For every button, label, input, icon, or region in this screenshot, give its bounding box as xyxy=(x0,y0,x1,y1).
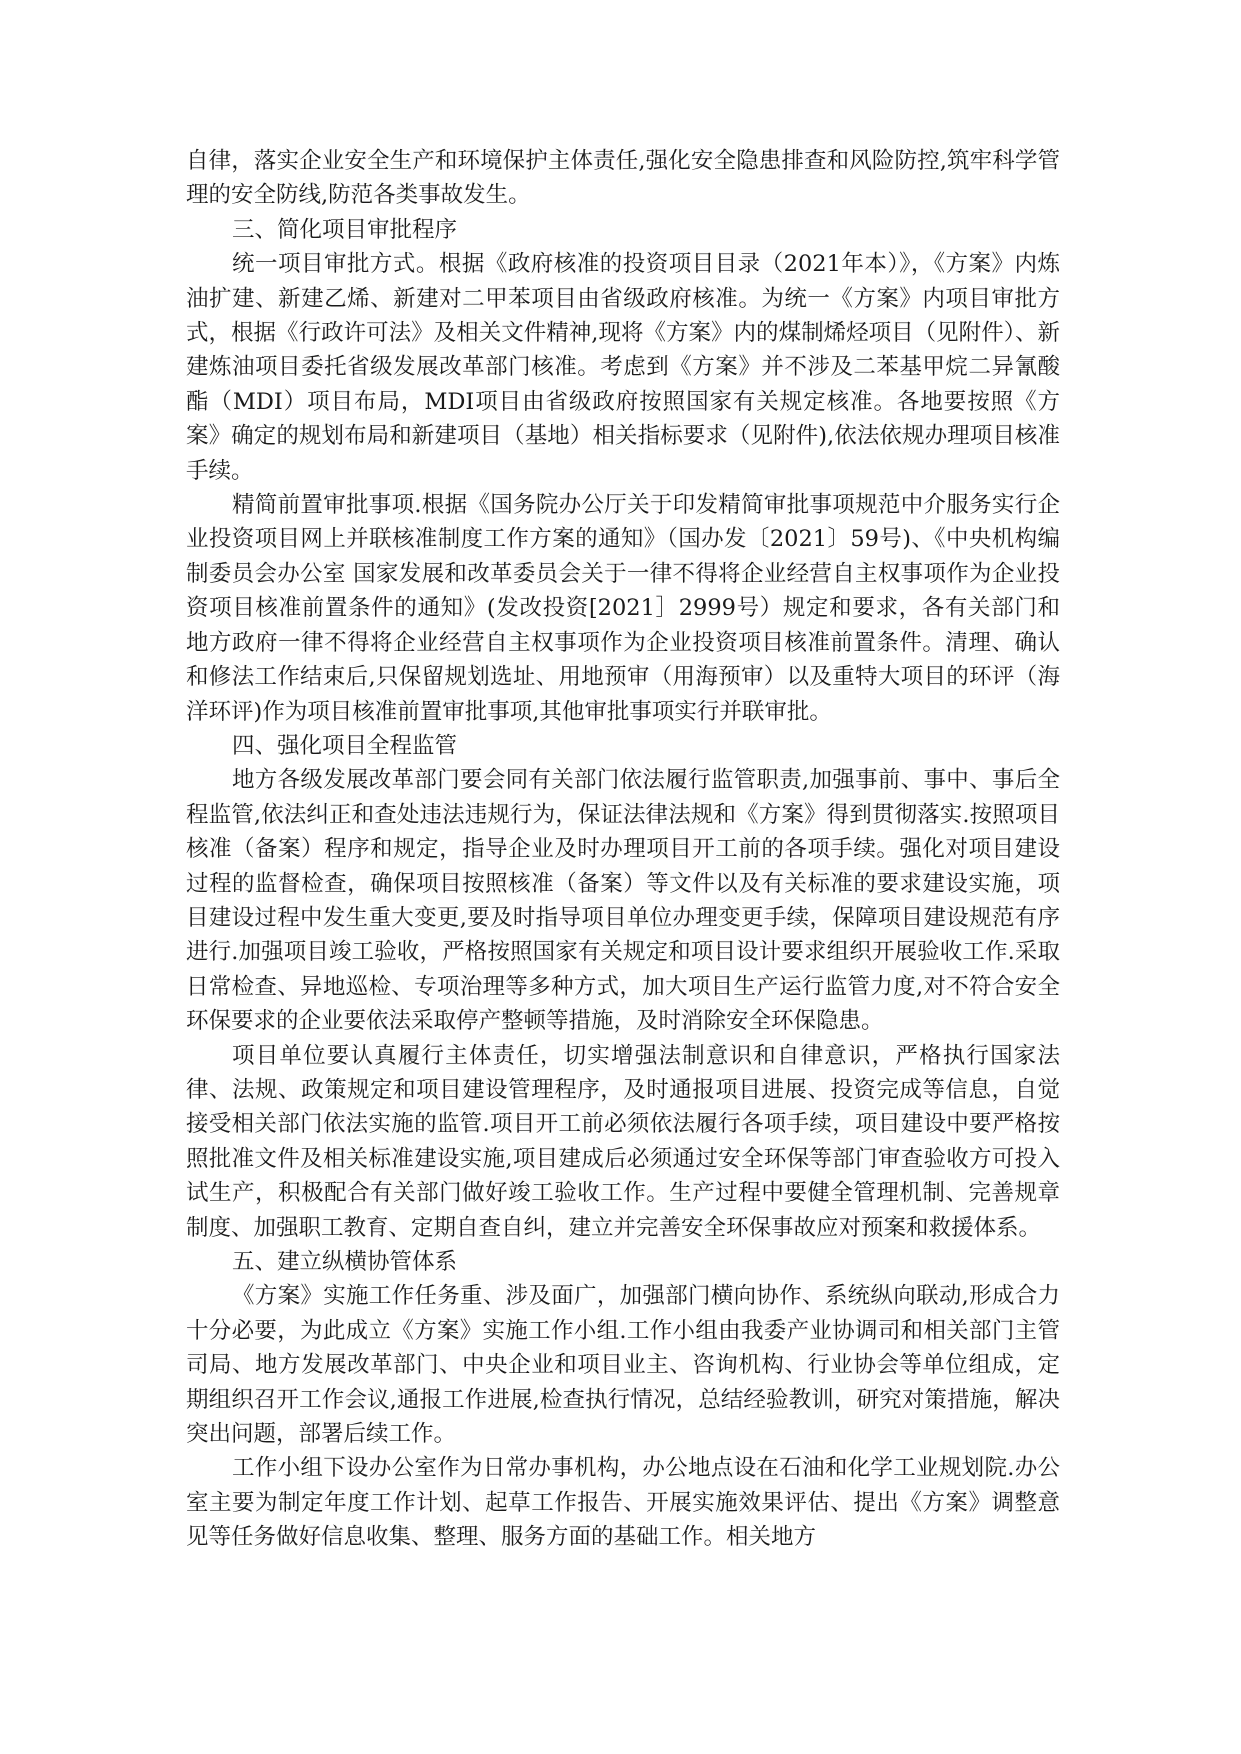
paragraph-working-group: 《方案》实施工作任务重、涉及面广，加强部门横向协作、系统纵向联动,形成合力十分必要，为此成立《方案》实施工作小组.工作小组由我委产业协调司和相关部门主管司局、地方发展改革部门、中央企业和项目业主、咨询机构、行业协会等单位组成，定期组织召开工作会议,通报工作进展,检查执行情况，总结经验教训，研究对策措施，解决突出问题，部署后续工作。 xyxy=(186,1283,1060,1448)
section-heading-supervision: 四、强化项目全程监管 xyxy=(232,732,458,759)
paragraph-project-responsibility: 项目单位要认真履行主体责任，切实增强法制意识和自律意识，严格执行国家法律、法规、政策规定和项目建设管理程序，及时通报项目进展、投资完成等信息，自觉接受相关部门依法实施的监管.项目开工前必须依法履行各项手续，项目建设中要严格按照批准文件及相关标准建设实施,项目建成后必须通过安全环保等部门审查验收方可投入试生产，积极配合有关部门做好竣工验收工作。生产过程中要健全管理机制、完善规章制度、加强职工教育、定期自查自纠，建立并完善安全环保事故应对预案和救援体系。 xyxy=(186,1042,1060,1241)
paragraph-unify-approval: 统一项目审批方式。根据《政府核准的投资项目目录（2021年本）》，《方案》内炼油扩建、新建乙烯、新建对二甲苯项目由省级政府核准。为统一《方案》内项目审批方式，根据《行政许可法》及相关文件精神,现将《方案》内的煤制烯烃项目（见附件）、新建炼油项目委托省级发展改革部门核准。考虑到《方案》并不涉及二苯基甲烷二异氰酸酯（MDI）项目布局，MDI项目由省级政府按照国家有关规定核准。各地要按照《方案》确定的规划布局和新建项目（基地）相关指标要求（见附件),依法依规办理项目核准手续。 xyxy=(186,251,1060,484)
paragraph-local-supervision: 地方各级发展改革部门要会同有关部门依法履行监管职责,加强事前、事中、事后全程监管,依法纠正和查处违法违规行为，保证法律法规和《方案》得到贯彻落实.按照项目核准（备案）程序和规定，指导企业及时办理项目开工前的各项手续。强化对项目建设过程的监督检查，确保项目按照核准（备案）等文件以及有关标准的要求建设实施，项目建设过程中发生重大变更,要及时指导项目单位办理变更手续，保障项目建设规范有序进行.加强项目竣工验收，严格按照国家有关规定和项目设计要求组织开展验收工作.采取日常检查、异地巡检、专项治理等多种方式，加大项目生产运行监管力度,对不符合安全环保要求的企业要依法采取停产整顿等措施，及时消除安全环保隐患。 xyxy=(186,767,1060,1035)
document-body xyxy=(186,144,1060,1555)
section-heading-coordination: 五、建立纵横协管体系 xyxy=(232,1249,458,1275)
section-heading-simplify-approval: 三、简化项目审批程序 xyxy=(232,216,458,243)
paragraph-streamline-preapproval: 精简前置审批事项.根据《国务院办公厅关于印发精简审批事项规范中介服务实行企业投资项目网上并联核准制度工作方案的通知》（国办发〔2021〕59号)、《中央机构编制委员会办公室 国家发展和改革委员会关于一律不得将企业经营自主权事项作为企业投资项目核准前置条件的通知》(发改投资[2021］2999号）规定和要求，各有关部门和地方政府一律不得将企业经营自主权事项作为企业投资项目核准前置条件。清理、确认和修法工作结束后,只保留规划选址、用地预审（用海预审）以及重特大项目的环评（海洋环评)作为项目核准前置审批事项,其他审批事项实行并联审批。 xyxy=(186,492,1060,725)
paragraph-group-office: 工作小组下设办公室作为日常办事机构，办公地点设在石油和化学工业规划院.办公室主要为制定年度工作计划、起草工作报告、开展实施效果评估、提出《方案》调整意见等任务做好信息收集、整理、服务方面的基础工作。相关地方 xyxy=(186,1455,1060,1551)
paragraph-safety-duty: 自律，落实企业安全生产和环境保护主体责任,强化安全隐患排查和风险防控,筑牢科学管理的安全防线,防范各类事故发生。 xyxy=(186,148,1060,209)
